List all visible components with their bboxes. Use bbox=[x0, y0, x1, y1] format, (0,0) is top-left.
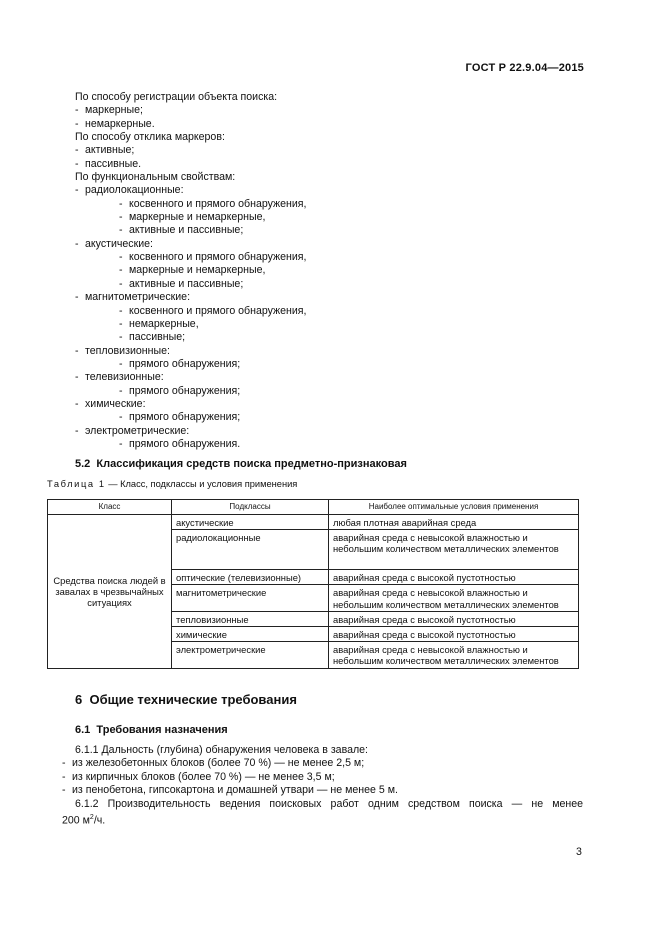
clause-6-1-1-intro: 6.1.1 Дальность (глубина) обнаружения человека в завале: bbox=[75, 744, 368, 756]
section-5-2-heading bbox=[75, 458, 407, 470]
subclass-cell: радиолокационные bbox=[172, 530, 329, 570]
list-item: По способу регистрации объекта поиска: bbox=[75, 91, 278, 103]
table-row bbox=[48, 515, 579, 530]
subclass-cell: химические bbox=[172, 627, 329, 642]
conditions-cell: любая плотная аварийная среда bbox=[329, 515, 579, 530]
list-item: - тепловизионные: bbox=[75, 344, 170, 357]
list-item: - прямого обнаружения; bbox=[119, 411, 241, 424]
subclass-cell: магнитометрические bbox=[172, 585, 329, 611]
clause-6-1-2-line2: 200 $м^2/ч$. bbox=[62, 814, 106, 827]
col-header-conditions: Наиболее оптимальные условия применения bbox=[329, 500, 579, 515]
conditions-cell: аварийная среда с высокой пустотностью bbox=[329, 611, 579, 626]
list-item: - акустические: bbox=[75, 237, 153, 250]
list-item: - активные и пассивные; bbox=[119, 224, 244, 237]
subclass-cell: электрометрические bbox=[172, 642, 329, 668]
list-item: - прямого обнаружения; bbox=[119, 384, 241, 397]
list-item: По способу отклика маркеров: bbox=[75, 131, 225, 144]
clause-6-1-2-line1: 6.1.2 Производительность ведения поисковых работ одним средством поиска — не менее bbox=[75, 797, 583, 810]
list-item: - маркерные; bbox=[75, 104, 143, 117]
list-item: - активные; bbox=[75, 144, 135, 157]
list-item: - электрометрические: bbox=[75, 424, 190, 437]
col-header-subclasses: Подклассы bbox=[172, 500, 329, 515]
conditions-cell: аварийная среда с невысокой влажностью и небольшим количеством металлических элементов bbox=[329, 642, 579, 668]
section-number: 6.1 bbox=[75, 724, 91, 736]
list-item: - маркерные и немаркерные, bbox=[119, 211, 266, 224]
list-item: По функциональным свойствам: bbox=[75, 171, 236, 184]
list-item: - из железобетонных блоков (более 70 %) — не менее 2,5 м; bbox=[62, 757, 365, 770]
list-item: - телевизионные: bbox=[75, 371, 164, 384]
list-item: - радиолокационные: bbox=[75, 184, 184, 197]
section-6-1-heading bbox=[75, 724, 228, 736]
list-item: - немаркерные, bbox=[119, 317, 199, 330]
section-title: Требования назначения bbox=[96, 724, 228, 736]
list-item: - химические: bbox=[75, 397, 146, 410]
section-title: Общие технические требования bbox=[89, 692, 297, 707]
conditions-cell: аварийная среда с высокой пустотностью bbox=[329, 570, 579, 585]
list-item: - косвенного и прямого обнаружения, bbox=[119, 197, 307, 210]
subclass-cell: тепловизионные bbox=[172, 611, 329, 626]
list-item: - прямого обнаружения. bbox=[119, 437, 241, 450]
col-header-class: Класс bbox=[48, 500, 172, 515]
section-number: 5.2 bbox=[75, 458, 91, 470]
list-item: - из пенобетона, гипсокартона и домашней утвари — не менее 5 м. bbox=[62, 784, 398, 797]
section-6-1-body bbox=[62, 744, 583, 828]
list-item: - прямого обнаружения; bbox=[119, 357, 241, 370]
list-item: - косвенного и прямого обнаружения, bbox=[119, 304, 307, 317]
section-6-heading bbox=[75, 692, 297, 707]
list-item: - пассивные; bbox=[119, 331, 186, 344]
list-item: - косвенного и прямого обнаружения, bbox=[119, 251, 307, 264]
section-title: Классификация средств поиска предметно-признаковая bbox=[96, 458, 407, 470]
subclass-cell: оптические (телевизионные) bbox=[172, 570, 329, 585]
table-caption-label: Таблица 1 bbox=[47, 479, 106, 489]
table-caption bbox=[47, 479, 297, 489]
list-item: - пассивные. bbox=[75, 157, 142, 170]
table-header-row bbox=[48, 500, 579, 515]
list-item: - маркерные и немаркерные, bbox=[119, 264, 266, 277]
classification-table bbox=[47, 499, 579, 669]
table-caption-text: — Класс, подклассы и условия применения bbox=[105, 479, 298, 489]
list-item: - из кирпичных блоков (более 70 %) — не менее 3,5 м; bbox=[62, 770, 335, 783]
classification-list bbox=[62, 91, 582, 451]
subclass-cell: акустические bbox=[172, 515, 329, 530]
conditions-cell: аварийная среда с высокой пустотностью bbox=[329, 627, 579, 642]
list-item: - активные и пассивные; bbox=[119, 277, 244, 290]
list-item: - немаркерные. bbox=[75, 117, 155, 130]
conditions-cell: аварийная среда с невысокой влажностью и небольшим количеством металлических элементов bbox=[329, 530, 579, 570]
section-number: 6 bbox=[75, 692, 83, 707]
page-number: 3 bbox=[576, 846, 582, 858]
conditions-cell: аварийная среда с невысокой влажностью и небольшим количеством металлических элементов bbox=[329, 585, 579, 611]
list-item: - магнитометрические: bbox=[75, 291, 191, 304]
document-header-standard-id: ГОСТ Р 22.9.04—2015 bbox=[465, 62, 584, 74]
class-cell: Средства поиска людей в завалах в чрезвычайных ситуациях bbox=[48, 515, 172, 669]
